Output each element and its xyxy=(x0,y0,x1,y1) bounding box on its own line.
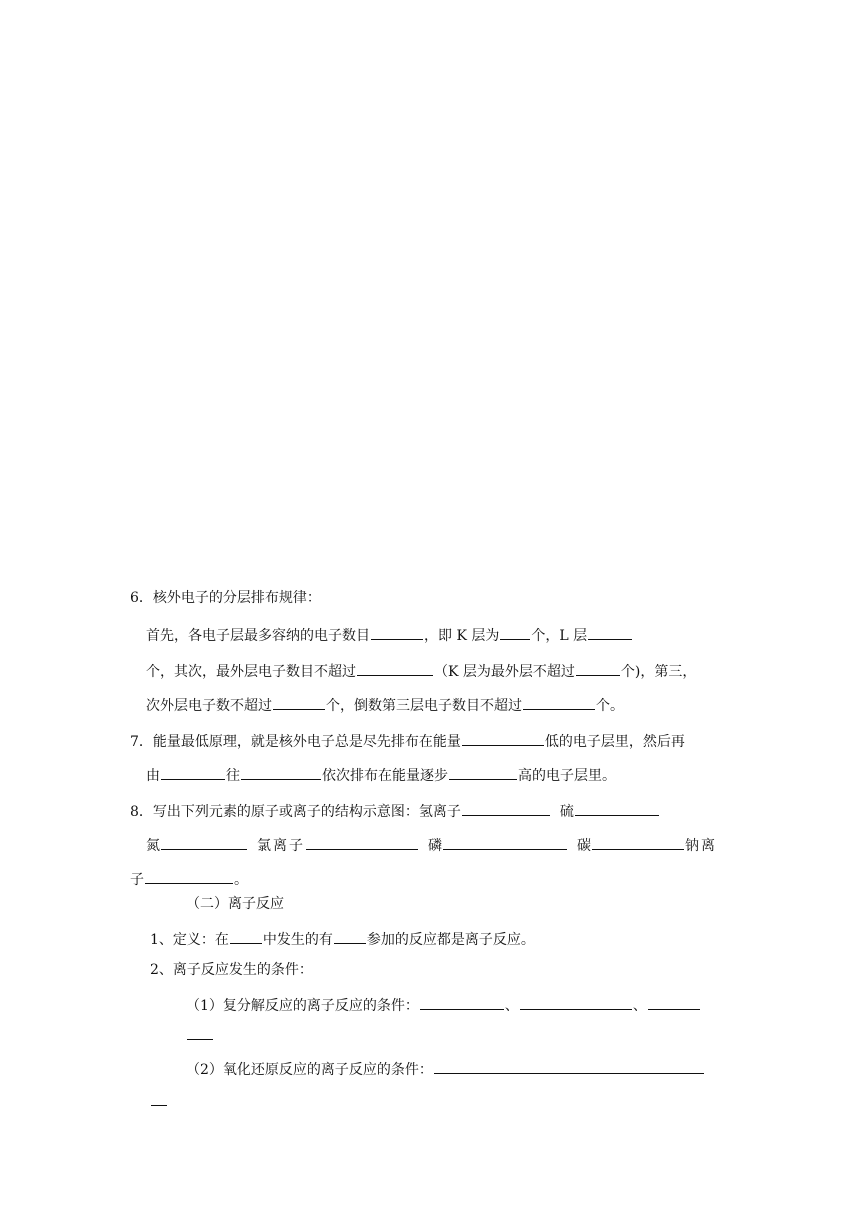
answer-blank[interactable] xyxy=(588,624,632,640)
answer-blank[interactable] xyxy=(230,928,262,944)
conditions-title: 2、离子反应发生的条件： xyxy=(150,962,313,978)
q8-line-3: 子 。 xyxy=(130,868,248,888)
answer-blank[interactable] xyxy=(187,1024,213,1040)
answer-blank[interactable] xyxy=(357,660,433,676)
section-heading: （二）离子反应 xyxy=(186,896,284,912)
q6-line-2: 个，其次，最外层电子数目不超过 （K 层为最外层不超过 个)，第三， xyxy=(146,660,696,680)
answer-blank[interactable] xyxy=(371,624,423,640)
condition-1-continuation xyxy=(186,1024,214,1044)
answer-blank[interactable] xyxy=(449,764,517,780)
answer-blank[interactable] xyxy=(462,800,550,816)
answer-blank[interactable] xyxy=(161,764,225,780)
q7-line-2: 由 往 依次排布在能量逐步 高的电子层里。 xyxy=(146,764,616,784)
q7-line-1: 7．能量最低原理，就是核外电子总是尽先排布在能量 低的电子层里，然后再 xyxy=(130,730,685,750)
answer-blank[interactable] xyxy=(151,1090,167,1106)
answer-blank[interactable] xyxy=(575,800,659,816)
answer-blank[interactable] xyxy=(443,834,567,850)
definition-line: 1、定义：在 中发生的有 参加的反应都是离子反应。 xyxy=(150,928,535,948)
q6-title: 6．核外电子的分层排布规律： xyxy=(130,590,321,606)
answer-blank[interactable] xyxy=(523,694,595,710)
answer-blank[interactable] xyxy=(520,994,632,1010)
q8-line-1: 8．写出下列元素的原子或离子的结构示意图：氢离子 硫 xyxy=(130,800,660,820)
answer-blank[interactable] xyxy=(306,834,418,850)
answer-blank[interactable] xyxy=(161,834,247,850)
answer-blank[interactable] xyxy=(462,730,544,746)
q8-line-2: 氮 氯离子 磷 碳 钠离 xyxy=(146,834,717,854)
answer-blank[interactable] xyxy=(434,1058,704,1074)
answer-blank[interactable] xyxy=(420,994,504,1010)
q6-line-1: 首先，各电子层最多容纳的电子数目 ，即 K 层为 个，L 层 xyxy=(146,624,633,644)
answer-blank[interactable] xyxy=(273,694,325,710)
answer-blank[interactable] xyxy=(145,868,233,884)
condition-2-continuation xyxy=(150,1090,168,1110)
q6-line-3: 次外层电子数不超过 个，倒数第三层电子数目不超过 个。 xyxy=(146,694,624,714)
answer-blank[interactable] xyxy=(648,994,700,1010)
answer-blank[interactable] xyxy=(334,928,366,944)
answer-blank[interactable] xyxy=(241,764,321,780)
answer-blank[interactable] xyxy=(500,624,530,640)
answer-blank[interactable] xyxy=(592,834,684,850)
condition-2-line: （2）氧化还原反应的离子反应的条件： xyxy=(186,1058,705,1078)
answer-blank[interactable] xyxy=(576,660,620,676)
condition-1-line: （1）复分解反应的离子反应的条件： 、 、 xyxy=(186,994,701,1014)
